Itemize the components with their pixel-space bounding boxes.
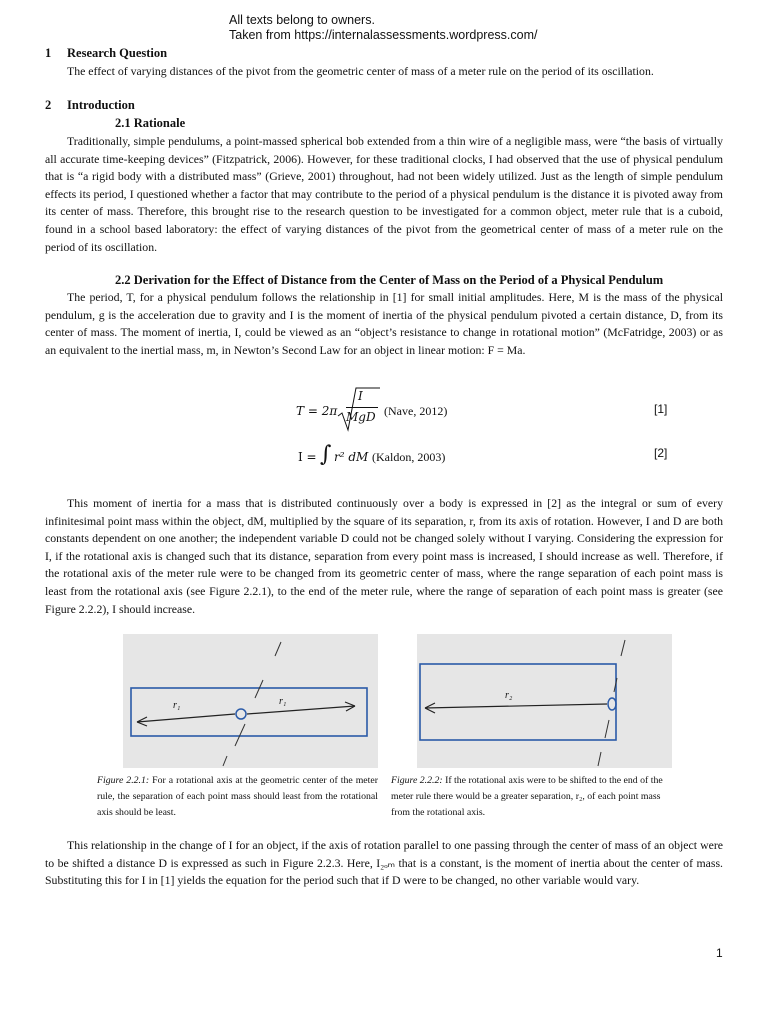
section2-number: 2 [45,98,52,112]
caption1-ref: Figure 2.2.1: [97,775,150,786]
section1-text: The effect of varying distances of the pivot from the geometric center of mass of a meter rule on the period of its oscillation. [67,64,654,78]
eq2-body: r² dM [334,450,369,464]
inertia-paragraph: This moment of inertia for a mass that is distributed continuously over a body is expressed in [2] as the integral or sum of every infinitesimal point mass within the object, dM, multiplied by the square of its separation, r, from its axis of rotation. However, I and D are both constants dependent on one another; the independent variable D could not be changed solely without I varying. Considering the expression for I, if the rotational axis is changed such that its distance, separation from every point mass is increased, I should increase as well. Therefore, if the rotational axis of the meter rule were to be changed from its geometric center of mass, where the range separation of each point mass is least from the rotational axis (see Figure 2.2.1), to the end of the meter rule, where the range of separation of each point mass is greater (see Figure 2.2.2), I should increase. [45,496,723,616]
meter-rule-end-axis-drawing [417,634,672,768]
eq1-citation: (Nave, 2012) [384,404,448,418]
eq1-lhs: T = 2π [296,404,338,418]
integral-sign: ∫ [320,442,332,467]
fraction-bar [346,407,378,408]
rationale-paragraph: Traditionally, simple pendulums, a point-massed spherical bob extended from a thin wire of a negligible mass, were “the basis of virtually all accurate time-keeping devices” (Fitzpatrick, 2006). However, for these traditional clocks, I had observed that the use of physical pendulum that is “a rigid body with a distributed mass” (Grieve, 2001) throughout, had not been widely utilized. Just as the length of simple pendulum effects its period, I questioned whether a factor that may contribute to the period of a physical pendulum is the distance it is pivoted away from its center of mass. Therefore, this brought rise to the research question to be investigated for a common object, meter rule that is a cuboid, found in a school based laboratory: the effect of varying distances of the pivot from the geometrical center of mass of a meter rule on the period of its oscillation. [45,134,723,254]
equation-2 [298,442,728,476]
meter-rule-center-axis-drawing [123,634,378,768]
figure-2-2-1 [123,634,378,768]
fig1-r-label-right: r₁ [279,696,287,707]
eq2-citation: (Kaldon, 2003) [372,450,446,464]
fig2-r-label: r₂ [505,690,513,701]
subsection-2-2-title: 2.2 Derivation for the Effect of Distance from the Center of Mass on the Period of a Physical Pendulum [115,273,664,287]
caption2-ref: Figure 2.2.2: [391,775,443,786]
subsection-2-1-title: 2.1 Rationale [115,116,186,130]
derivation-paragraph: The period, T, for a physical pendulum follows the relationship in [1] for small initial amplitudes. Here, M is the mass of the physical pendulum, g is the acceleration due to gravity and I is the moment of inertia of the physical pendulum pivoted a certain distance, D, from its center of mass. The moment of inertia, I, could be viewed as an “object’s resistance to change in rotational motion” (McFatridge, 2003) or as an equivalent to the inertial mass, m, in Newton’s Second Law for an object in linear motion: F = Ma. [45,290,723,357]
eq2-tag: [2] [654,446,668,460]
source-note-line2: Taken from https://internalassessments.wordpress.com/ [229,28,538,42]
final-paragraph: This relationship in the change of I for an object, if the axis of rotation parallel to one passing through the center of mass of an object were to be shifted a distance D is expressed as such in Figure 2.2.3. Here, I₂ₒₘ that is a constant, is the moment of inertia about the center of mass. Substituting this for I in [1] yields the equation for the period such that if D were to be changed, no other variable would vary. [45,838,723,888]
section1-number: 1 [45,46,52,60]
section2-title: Introduction [67,98,135,112]
caption2-text: If the rotational axis were to be shifted to the end of the meter rule there would be a greater separation, r₂, of each point mass from the rotational axis. [391,775,663,818]
eq1-tag: [1] [654,402,668,416]
eq2-lhs: I = [298,450,317,464]
caption-figure-2-2-1 [97,773,378,821]
caption1-text: For a rotational axis at the geometric center of the meter rule, the separation of each point mass should least from the rotational axis should be least. [97,775,378,818]
eq1-numerator: I [358,389,363,403]
fig1-r-label-left: r₁ [173,700,181,711]
source-note-line1: All texts belong to owners. [229,13,375,27]
page-number: 1 [716,946,723,960]
caption-figure-2-2-2 [391,773,673,821]
equation-1 [296,386,726,436]
section1-title: Research Question [67,46,168,60]
figure-2-2-2 [417,634,672,768]
eq1-denominator: MgD [346,410,376,424]
